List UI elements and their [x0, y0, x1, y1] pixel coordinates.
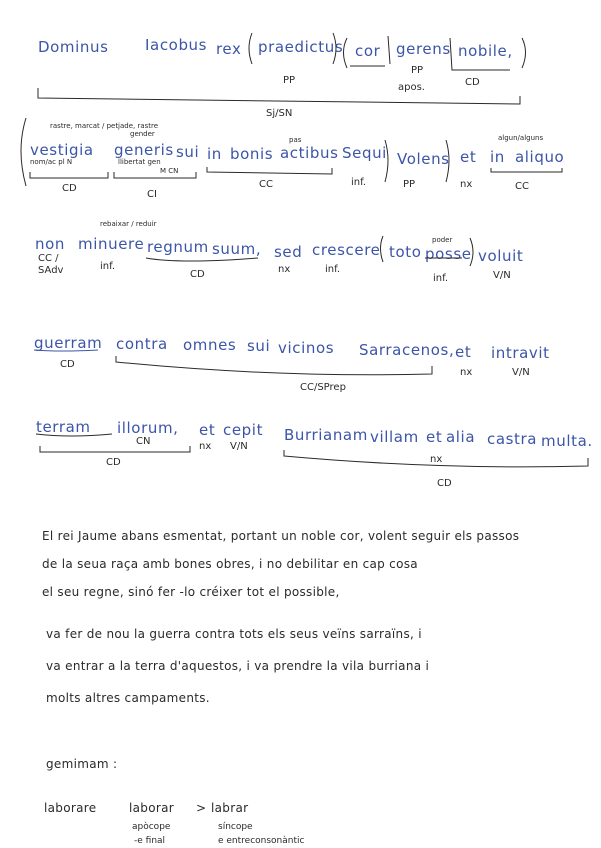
translation-line-2: de la seua raça amb bones obres, i no debilitar en cap cosa	[42, 557, 418, 571]
label-pp-3: PP	[403, 179, 416, 190]
label-vn-2: V/N	[512, 367, 530, 378]
bar-gerens-left	[388, 36, 390, 64]
translation-line-1: El rei Jaume abans esmentat, portant un noble cor, volent seguir els passos	[42, 529, 520, 543]
word-villam: villam	[370, 428, 419, 446]
word-sed: sed	[274, 243, 303, 261]
word-voluit: voluit	[478, 247, 524, 265]
label-cc-sprep: CC/SPrep	[300, 382, 346, 393]
paren-open-toto	[381, 236, 384, 262]
label-cd-3: CD	[190, 269, 205, 280]
label-nx-2: nx	[278, 264, 291, 275]
word-non: non	[35, 235, 65, 253]
paren-open-praedictus	[249, 33, 252, 64]
arrow-symbol: >	[196, 801, 207, 815]
bracket-cd-5	[40, 446, 190, 452]
word-praedictus: praedictus	[258, 38, 344, 56]
label-nx-3: nx	[460, 367, 473, 378]
label-pp-2: PP	[411, 65, 424, 76]
word-et-3: et	[199, 421, 216, 439]
word-et-4: et	[426, 428, 443, 446]
label-cd-2: CD	[62, 183, 77, 194]
bracket-generis	[114, 172, 196, 178]
word-cepit: cepit	[223, 421, 264, 439]
note-generis: gender	[130, 130, 155, 138]
word-vicinos: vicinos	[278, 339, 335, 357]
paren-open-cor	[344, 38, 348, 68]
label-cd-6: CD	[437, 478, 452, 489]
word-omnes: omnes	[183, 336, 237, 354]
word-sui: sui	[176, 143, 200, 161]
word-dominus: Dominus	[38, 38, 109, 56]
word-iacobus: Iacobus	[145, 36, 208, 54]
word-intravit: intravit	[491, 344, 550, 362]
bracket-cc-2	[491, 168, 562, 172]
word-contra: contra	[116, 335, 168, 353]
word-crescere: crescere	[312, 241, 381, 259]
word-multa: multa.	[541, 432, 593, 450]
label-inf-3: inf.	[325, 264, 341, 275]
word-actibus: actibus	[280, 144, 339, 162]
word-gerens: gerens	[396, 40, 451, 58]
word-labrar: labrar	[211, 801, 249, 815]
word-laborare: laborare	[44, 801, 97, 815]
case-vestigia: nom/ac pl N	[30, 158, 73, 166]
word-castra: castra	[487, 430, 538, 448]
word-regnum: regnum	[147, 238, 209, 256]
label-cc-2: CC	[515, 181, 529, 192]
word-sequi: Sequi	[342, 144, 387, 162]
word-minuere: minuere	[78, 235, 145, 253]
bracket-subject	[38, 88, 520, 104]
label-cd-5: CD	[106, 457, 121, 468]
label-sadv: SAdv	[38, 265, 64, 276]
word-alia: alia	[446, 428, 476, 446]
label-cn: CN	[136, 436, 151, 447]
word-toto: toto	[389, 243, 422, 261]
word-burrianam: Burrianam	[284, 426, 368, 444]
note-vestigia: rastre, marcat / petjade, rastre	[50, 122, 159, 130]
word-et-1: et	[460, 148, 477, 166]
word-volens: Volens	[397, 150, 450, 168]
label-inf-1: inf.	[351, 177, 367, 188]
translation-line-4: va fer de nou la guerra contra tots els seus veïns sarraïns, i	[46, 627, 422, 641]
label-sj-sn: Sj/SN	[266, 108, 293, 119]
word-in-2: in	[490, 148, 505, 166]
word-suum: suum,	[212, 240, 262, 258]
word-cor: cor	[355, 42, 381, 60]
note-minuere: rebaixar / reduir	[100, 220, 157, 228]
case-generis: llibertat gen	[118, 158, 161, 166]
word-posse: posse	[425, 245, 472, 263]
underline-regnum	[146, 258, 258, 261]
note-posse: poder	[432, 236, 453, 244]
label-vn-1: V/N	[493, 270, 511, 281]
word-laborar: laborar	[129, 801, 174, 815]
label-nx-5: nx	[430, 454, 443, 465]
paren-open-cd-2	[21, 118, 26, 186]
label-m-cn: M CN	[160, 167, 179, 175]
label-nx-4: nx	[199, 441, 212, 452]
translation-line-3: el seu regne, sinó fer -lo créixer tot el possible,	[42, 585, 340, 599]
label-cc-3: CC /	[38, 253, 59, 264]
note-actibus: pas	[289, 136, 302, 144]
label-apos: apos.	[398, 82, 425, 93]
label-nx-1: nx	[460, 179, 473, 190]
word-nobile: nobile,	[458, 42, 513, 60]
label-sincope: síncope	[218, 822, 253, 832]
note-aliquo: algun/alguns	[498, 134, 544, 142]
label-apocope: apòcope	[132, 822, 171, 832]
translation-line-6: molts altres campaments.	[46, 691, 210, 705]
translation-line-5: va entrar a la terra d'aquestos, i va prendre la vila burriana i	[46, 659, 430, 673]
word-sui-2: sui	[247, 337, 271, 355]
word-sarracenos: Sarracenos,	[359, 341, 455, 359]
label-cd-1: CD	[465, 77, 480, 88]
word-terram: terram	[36, 418, 91, 436]
word-vestigia: vestigia	[30, 141, 94, 159]
word-rex: rex	[216, 40, 242, 58]
label-sincope-sub: e entreconsonàntic	[218, 836, 305, 846]
label-inf-2: inf.	[100, 261, 116, 272]
label-inf-4: inf.	[433, 273, 449, 284]
bracket-cc-1	[207, 167, 332, 174]
label-apocope-sub: -e final	[134, 836, 166, 846]
heading-geminam: gemimam :	[46, 757, 118, 771]
bracket-vestigia	[30, 172, 108, 178]
label-cd-4: CD	[60, 359, 75, 370]
label-pp-1: PP	[283, 75, 296, 86]
label-ci: CI	[147, 189, 157, 200]
word-generis: generis	[114, 141, 174, 159]
paren-close-nobile	[522, 38, 526, 68]
word-aliquo: aliquo	[515, 148, 565, 166]
word-illorum: illorum,	[117, 419, 179, 437]
label-vn-3: V/N	[230, 441, 248, 452]
label-cc-1: CC	[259, 179, 273, 190]
word-guerram: guerram	[34, 334, 103, 352]
word-bonis: bonis	[230, 145, 274, 163]
word-in: in	[207, 145, 222, 163]
word-et-2: et	[455, 343, 472, 361]
